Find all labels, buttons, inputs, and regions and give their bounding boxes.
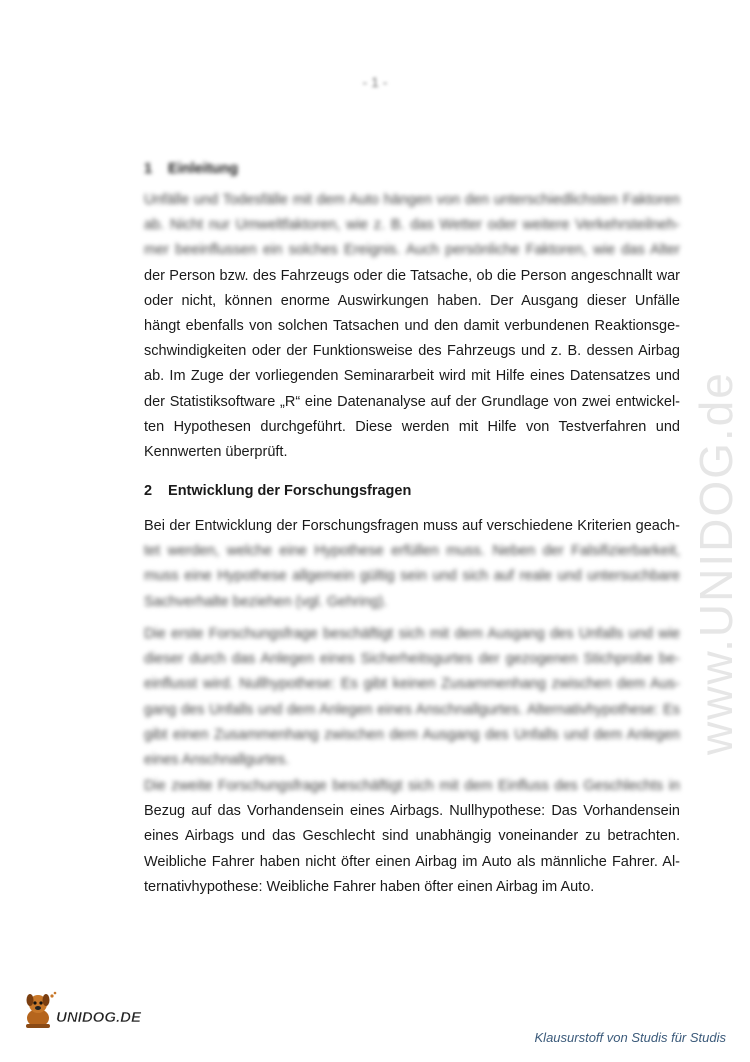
text-line: ternativhypothese: Weibliche Fahrer haben öfter einen Airbag im Auto. xyxy=(144,878,595,895)
development-paragraph-2 xyxy=(144,622,680,773)
text-line: mer beeinflussen ein solches Ereignis. Auch persönliche Faktoren, wie das Alter xyxy=(144,242,680,259)
section-heading-development xyxy=(144,481,411,501)
text-line: tet werden, welche eine Hypothese erfüllen muss. Neben der Falsifizierbarkeit, xyxy=(144,543,680,560)
text-line: der Person bzw. des Fahrzeugs oder die Tatsache, ob die Person angeschnallt war xyxy=(144,267,680,284)
text-line: der Statistiksoftware „R“ eine Datenanalyse auf der Grundlage von zwei entwickel- xyxy=(144,393,680,410)
text-line: ab. Im Zuge der vorliegenden Seminararbeit wird mit Hilfe eines Datensatzes und xyxy=(144,368,680,385)
text-line: ten Hypothesen durchgeführt. Diese werden mit Hilfe von Testverfahren und xyxy=(144,418,680,435)
watermark xyxy=(688,240,748,760)
text-line: eines Airbags und das Geschlecht sind unabhängig voneinander zu betrachten. xyxy=(144,828,680,845)
intro-paragraph xyxy=(144,188,680,465)
logo-text: UNIDOG.DE xyxy=(56,1009,142,1026)
text-line: Kennwerten überprüft. xyxy=(144,444,288,461)
text-line: Unfälle und Todesfälle mit dem Auto hängen von den unterschiedlichsten Faktoren xyxy=(144,192,680,208)
text-line: Sachverhalte beziehen (vgl. Gehring). xyxy=(144,593,388,610)
text-line: muss eine Hypothese allgemein gültig sein und sich auf reale und untersuchbare xyxy=(144,568,680,585)
development-paragraph-1 xyxy=(144,514,680,615)
text-line: ab. Nicht nur Umweltfaktoren, wie z. B. das Wetter oder weitere Verkehrsteilneh- xyxy=(144,217,680,234)
text-line: eines Anschnallgurtes. xyxy=(144,752,290,769)
text-line: dieser durch das Anlegen eines Sicherheitsgurtes der gezogenen Stichprobe be- xyxy=(144,651,680,668)
text-line: Bezug auf das Vorhandensein eines Airbags. Nullhypothese: Das Vorhandensein xyxy=(144,803,680,820)
section-number: 2 xyxy=(144,483,153,499)
section-title: Einleitung xyxy=(168,161,239,177)
text-line: oder nicht, können enorme Auswirkungen haben. Der Ausgang dieser Unfälle xyxy=(144,292,680,309)
text-line: Die zweite Forschungsfrage beschäftigt sich mit dem Einfluss des Geschlechts in xyxy=(144,778,680,794)
unidog-logo xyxy=(22,988,154,1032)
text-line: schwindigkeiten oder der Funktionsweise des Fahrzeugs und z. B. dessen Airbag xyxy=(144,343,680,360)
watermark-text: www.UNIDOG.de xyxy=(690,371,742,755)
text-line: Bei der Entwicklung der Forschungsfragen muss auf verschiedene Kriterien geach- xyxy=(144,518,680,534)
text-line: hängt ebenfalls von solchen Tatsachen und den damit verbundenen Reaktionsge- xyxy=(144,318,680,335)
dog-mascot-icon xyxy=(26,992,56,1028)
section-heading-introduction xyxy=(144,159,238,179)
section-title: Entwicklung der Forschungsfragen xyxy=(168,483,412,499)
text-line: gibt einen Zusammenhang zwischen dem Ausgang des Unfalls und dem Anlegen xyxy=(144,726,680,743)
section-number: 1 xyxy=(144,161,153,177)
text-line: gang des Unfalls und dem Anlegen eines Anschnallgurtes. Alternativhypothese: Es xyxy=(144,701,680,718)
development-paragraph-3 xyxy=(144,774,680,900)
text-line: Weibliche Fahrer haben nicht öfter einen Airbag im Auto als männliche Fahrer. Al- xyxy=(144,853,680,870)
text-line: einflusst wird. Nullhypothese: Es gibt keinen Zusammenhang zwischen dem Aus- xyxy=(144,676,680,693)
text-line: Die erste Forschungsfrage beschäftigt sich mit dem Ausgang des Unfalls und wie xyxy=(144,626,680,642)
page-number: - 1 - xyxy=(362,74,388,90)
footer-tagline: Klausurstoff von Studis für Studis xyxy=(534,1030,726,1045)
